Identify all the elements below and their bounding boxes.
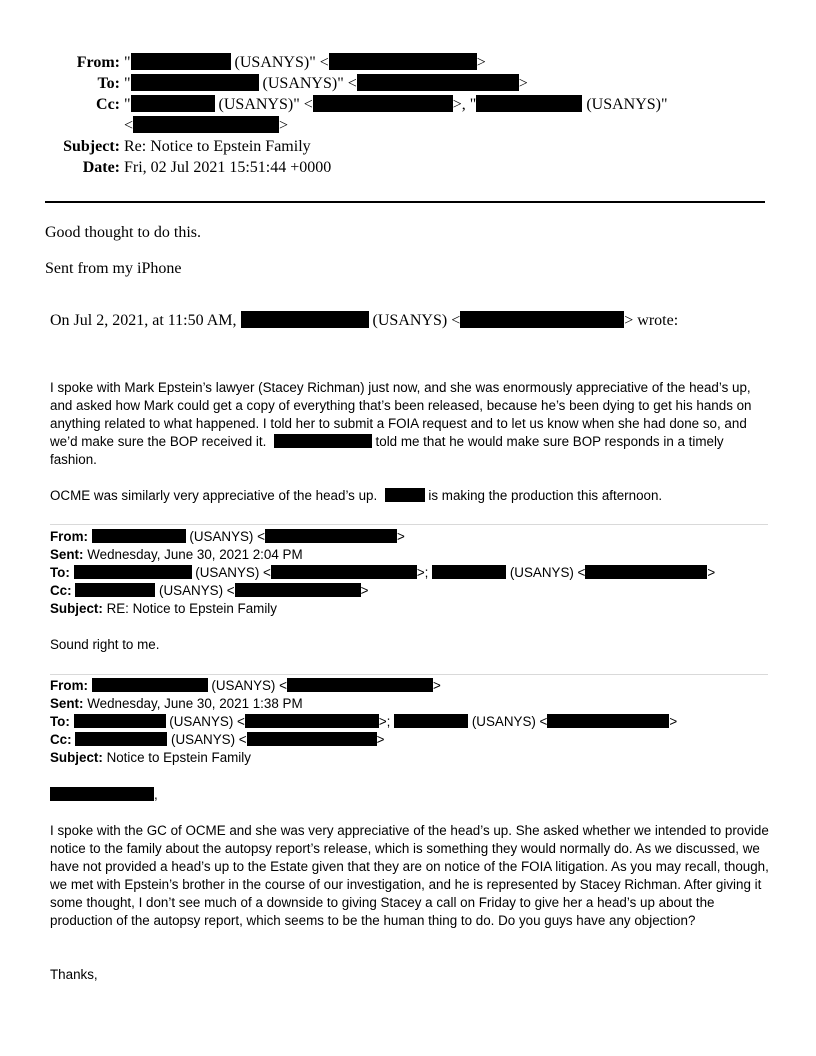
message2-body: Sound right to me. <box>50 637 160 652</box>
redacted-block <box>75 732 167 746</box>
from-value: " (USANYS)" < > <box>124 54 486 71</box>
message-separator <box>50 674 768 675</box>
message1-para1: I spoke with Mark Epstein’s lawyer (Stacey Richman) just now, and she was enormously appreciative of the head’s up, and asked how Mark could get a copy of everything that’s been released, because he’s been dying to get his hands on anything related to what happened. I told her to submit a FOIA request and to let us know when she had done so, and we’d make sure the BOP received it. told me that he would make sure BOP responds in a timely fashion. <box>50 380 752 467</box>
date-label: Date: <box>82 159 120 176</box>
redacted-block <box>585 565 707 579</box>
to-label: To: <box>97 75 120 92</box>
message2-subject-row: Subject: RE: Notice to Epstein Family <box>50 601 277 616</box>
message2-to-row: To: (USANYS) < >; (USANYS) < > <box>50 565 716 580</box>
message3-sent-row: Sent: Wednesday, June 30, 2021 1:38 PM <box>50 696 303 711</box>
redacted-block <box>394 714 468 728</box>
cc-label: Cc: <box>96 96 120 113</box>
reply-signature: Sent from my iPhone <box>45 260 182 277</box>
redacted-block <box>432 565 506 579</box>
redacted-block <box>329 53 477 70</box>
redacted-block <box>50 787 154 801</box>
header-from-row <box>40 52 780 73</box>
redacted-block <box>241 311 369 328</box>
message3-closing: Thanks, <box>50 967 98 982</box>
reply-line-1: Good thought to do this. <box>45 224 202 241</box>
redacted-block <box>460 311 624 328</box>
header-cc-row-cont: < > <box>124 117 289 134</box>
redacted-block <box>476 95 582 112</box>
redacted-block <box>271 565 417 579</box>
redacted-block <box>247 732 377 746</box>
redacted-block <box>131 53 231 70</box>
header-date-row <box>40 157 780 178</box>
header-to-row <box>40 73 780 94</box>
message3-cc-row: Cc: (USANYS) < > <box>50 732 385 747</box>
redacted-block <box>357 74 519 91</box>
message3-body: I spoke with the GC of OCME and she was very appreciative of the head’s up. She asked whether we intended to provide notice to the family about the autopsy report’s release, which is something they would normally do. As we discussed, we have not provided a head’s up to the Estate given that they are on notice of the FOIA litigation. As you may recall, though, we met with Epstein’s brother in the course of our investigation, and he is represented by Stacey Richman. After giving it some thought, I don’t see much of a downside to giving Stacey a call on Friday to give her a head’s up about the production of the autopsy report, which seems to be the human thing to do. Do you guys have any objection? <box>50 823 769 928</box>
redacted-block <box>131 95 215 112</box>
message3-to-row: To: (USANYS) < >; (USANYS) < > <box>50 714 678 729</box>
subject-value: Re: Notice to Epstein Family <box>124 138 311 155</box>
header-divider <box>45 201 765 203</box>
redacted-block <box>287 678 433 692</box>
header-subject-row <box>40 136 780 157</box>
message1-body <box>50 379 770 505</box>
quote-intro: On Jul 2, 2021, at 11:50 AM, (USANYS) < > wrote: <box>50 312 679 329</box>
redacted-block <box>92 678 208 692</box>
subject-label: Subject: <box>63 138 120 155</box>
to-value: " (USANYS)" < > <box>124 75 528 92</box>
header-cc-row <box>40 94 780 115</box>
redacted-block <box>274 434 372 448</box>
message3-subject-row: Subject: Notice to Epstein Family <box>50 750 251 765</box>
redacted-block <box>131 74 259 91</box>
message-separator <box>50 524 768 525</box>
redacted-block <box>74 714 166 728</box>
message2-sent-row: Sent: Wednesday, June 30, 2021 2:04 PM <box>50 547 303 562</box>
message3-from-row: From: (USANYS) < > <box>50 678 441 693</box>
redacted-block <box>74 565 192 579</box>
redacted-block <box>313 95 453 112</box>
from-label: From: <box>76 54 120 71</box>
message1-para2: OCME was similarly very appreciative of the head’s up. is making the production this afternoon. <box>50 488 663 503</box>
redacted-block <box>385 488 425 502</box>
redacted-block <box>547 714 669 728</box>
message3-greeting: , <box>50 786 770 804</box>
redacted-block <box>265 529 397 543</box>
date-value: Fri, 02 Jul 2021 15:51:44 +0000 <box>124 159 332 176</box>
redacted-block <box>245 714 379 728</box>
redacted-block <box>133 116 279 133</box>
redacted-block <box>92 529 186 543</box>
message2-from-row: From: (USANYS) < > <box>50 529 405 544</box>
cc-value: " (USANYS)" < >, " (USANYS)" <box>124 96 668 113</box>
redacted-block <box>235 583 361 597</box>
email-header <box>40 52 780 178</box>
message2-cc-row: Cc: (USANYS) < > <box>50 583 369 598</box>
message2-header <box>50 528 770 618</box>
message3-header <box>50 677 770 767</box>
redacted-block <box>75 583 155 597</box>
